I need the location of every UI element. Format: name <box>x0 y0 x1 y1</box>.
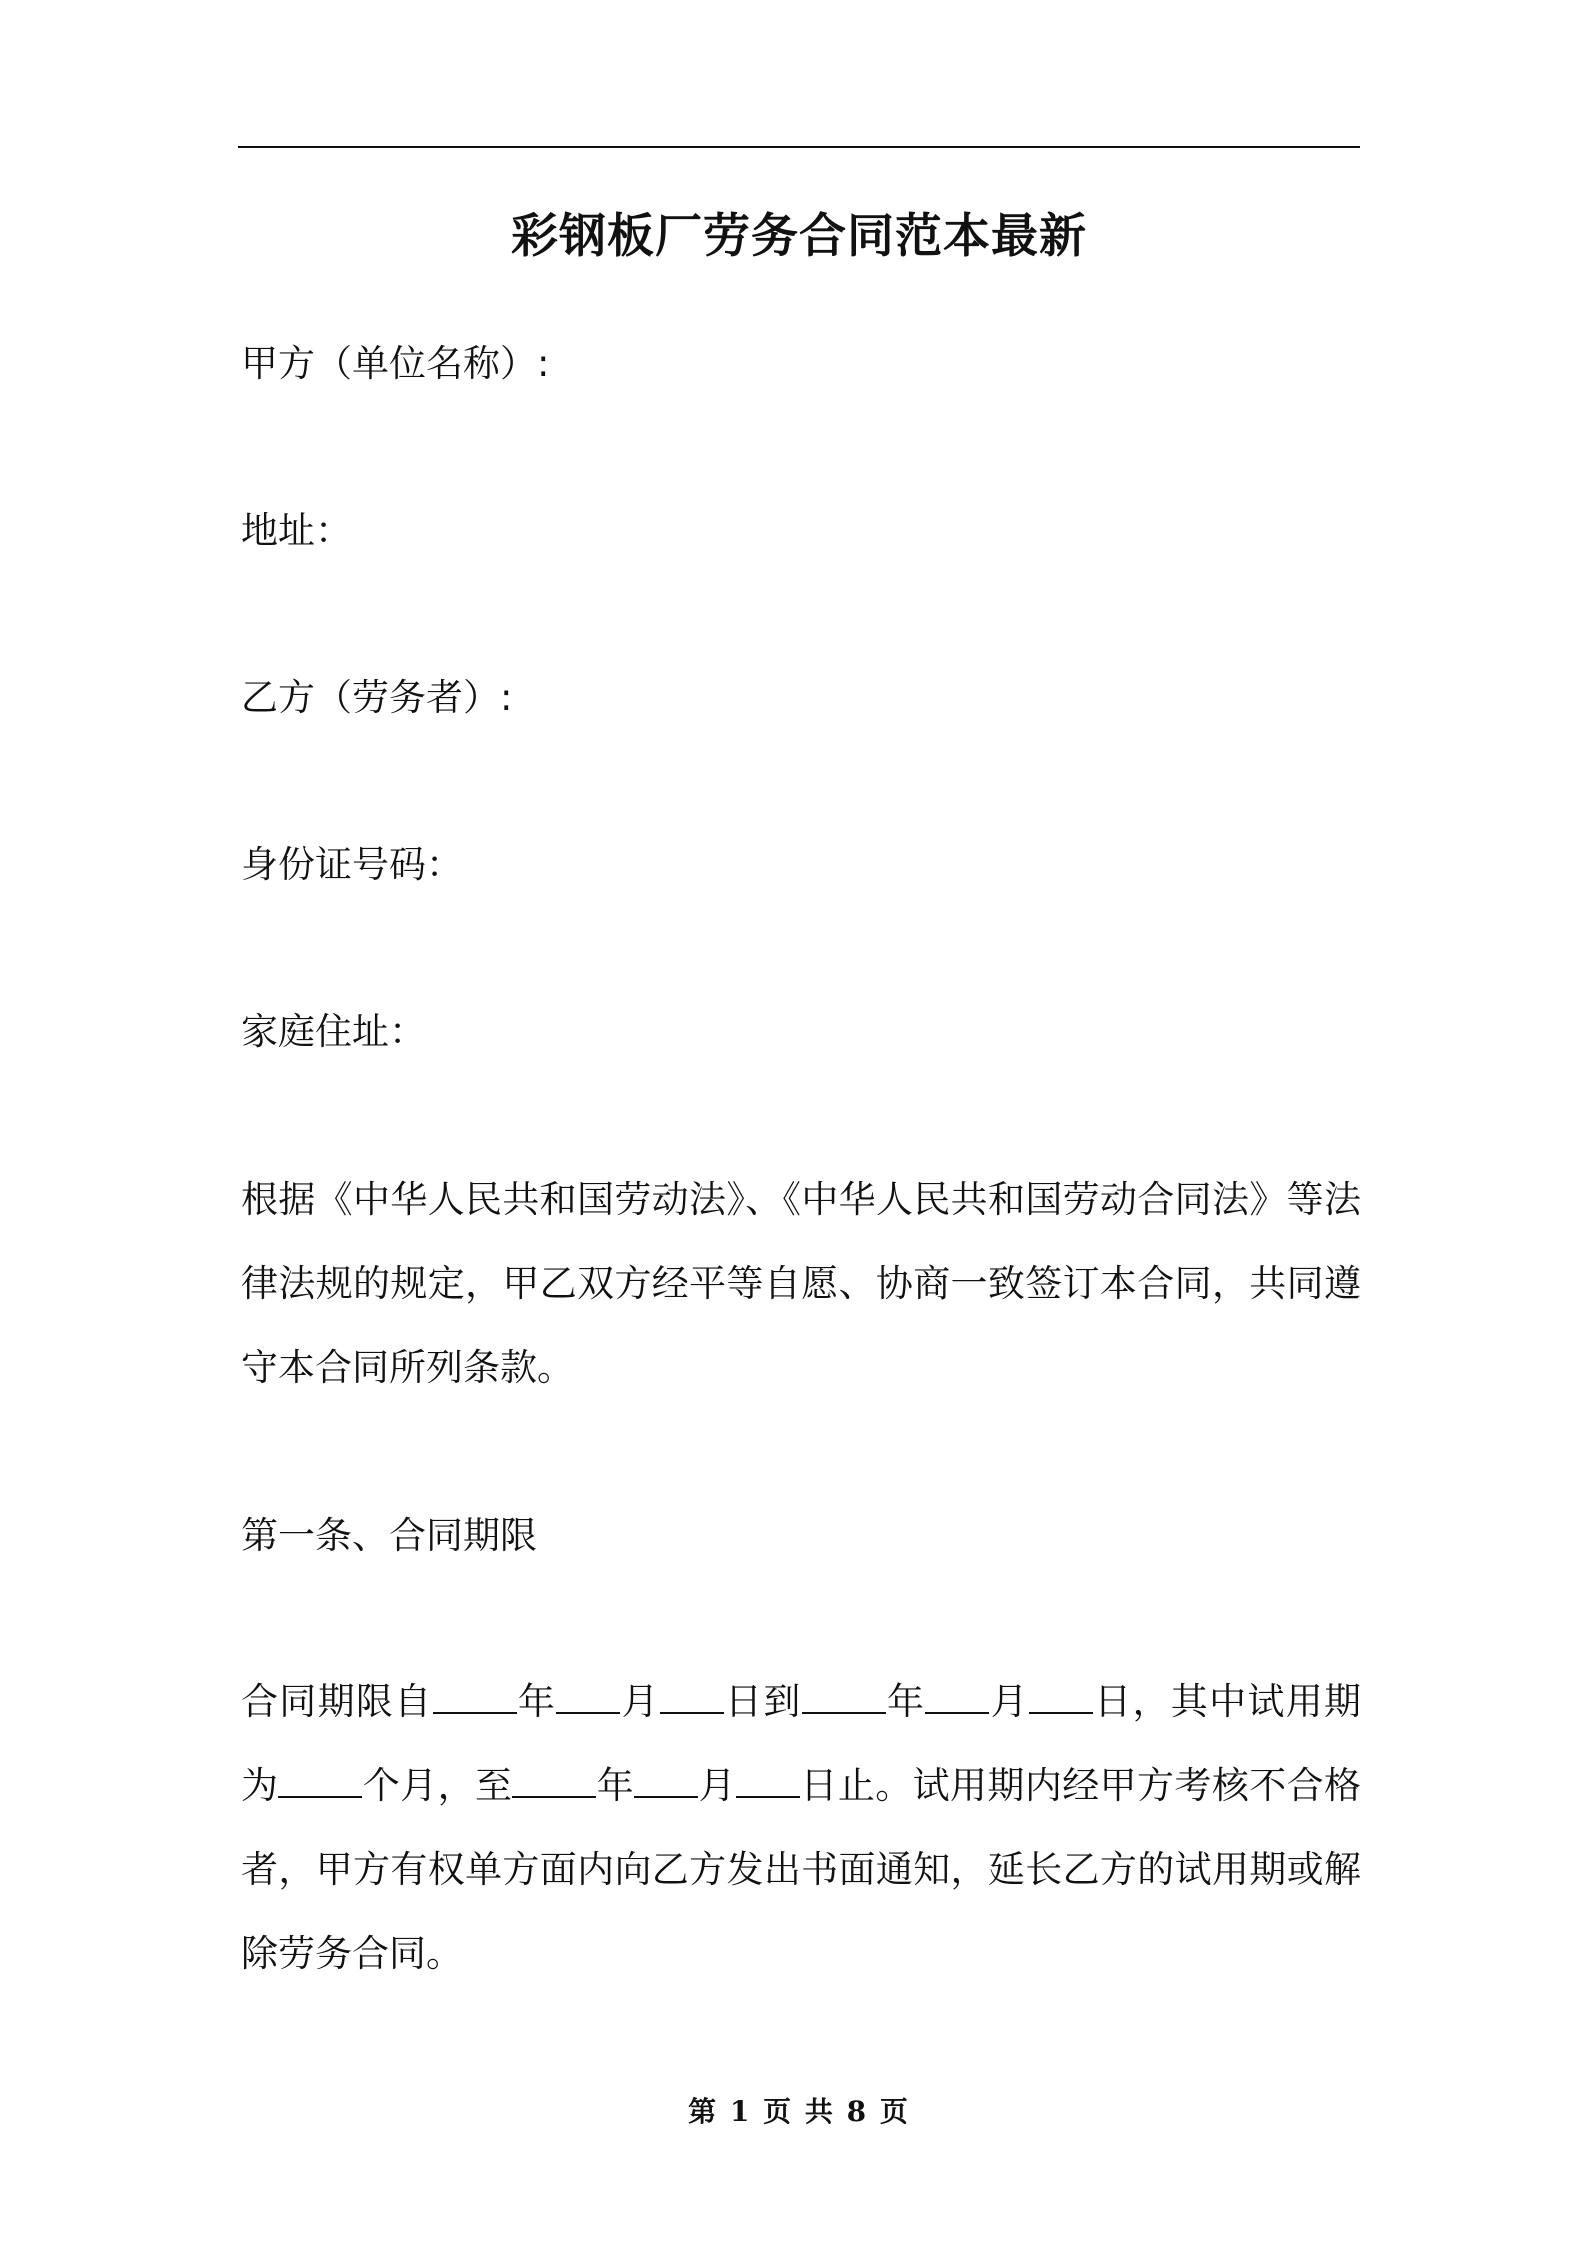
blank-line <box>512 1795 596 1798</box>
blank-line <box>278 1795 362 1798</box>
text-segment: 月 <box>989 1680 1029 1723</box>
address-field: 地址： <box>241 509 352 552</box>
text-segment: 年 <box>516 1680 557 1723</box>
article-1-heading: 第一条、合同期限 <box>241 1514 537 1557</box>
party-b-field: 乙方（劳务者）: <box>241 676 513 719</box>
header-rule <box>238 146 1360 148</box>
blank-line <box>433 1711 517 1714</box>
blank-line <box>556 1711 620 1714</box>
text-segment: 年 <box>885 1680 926 1723</box>
blank-line <box>660 1711 724 1714</box>
blank-line <box>925 1711 989 1714</box>
blank-line <box>736 1795 800 1798</box>
text-segment: 日止。试用期内经甲方考核不合格 <box>800 1764 1362 1807</box>
blank-line <box>634 1795 698 1798</box>
preamble-line: 守本合同所列条款。 <box>241 1346 574 1389</box>
text-segment: 月 <box>698 1764 737 1807</box>
article-1-line <box>241 1660 1361 1744</box>
text-segment: 年 <box>596 1764 635 1807</box>
home-address-field: 家庭住址： <box>241 1010 426 1053</box>
text-segment: 为 <box>241 1764 279 1807</box>
blank-line <box>802 1711 886 1714</box>
text-segment: 月 <box>620 1680 660 1723</box>
article-1-line <box>241 1744 1361 1828</box>
document-title: 彩钢板厂劳务合同范本最新 <box>511 209 1087 264</box>
text-segment: 日到 <box>723 1680 802 1723</box>
article-1-paragraph <box>241 1660 1361 1996</box>
preamble-paragraph <box>241 1158 1361 1410</box>
preamble-line: 律法规的规定，甲乙双方经平等自愿、协商一致签订本合同，共同遵 <box>241 1262 1361 1305</box>
article-1-line: 除劳务合同。 <box>241 1932 463 1975</box>
text-segment: 日，其中试用期 <box>1092 1680 1362 1723</box>
id-number-field: 身份证号码： <box>241 843 463 886</box>
text-segment: 合同期限自 <box>241 1680 433 1723</box>
page-number: 第 1 页 共 8 页 <box>688 2095 910 2128</box>
article-1-line: 者，甲方有权单方面内向乙方发出书面通知，延长乙方的试用期或解 <box>241 1848 1361 1891</box>
party-a-field: 甲方（单位名称）: <box>241 342 550 385</box>
text-segment: 个月，至 <box>362 1764 513 1807</box>
blank-line <box>1029 1711 1093 1714</box>
preamble-line: 根据《中华人民共和国劳动法》、《中华人民共和国劳动合同法》等法 <box>241 1178 1361 1221</box>
